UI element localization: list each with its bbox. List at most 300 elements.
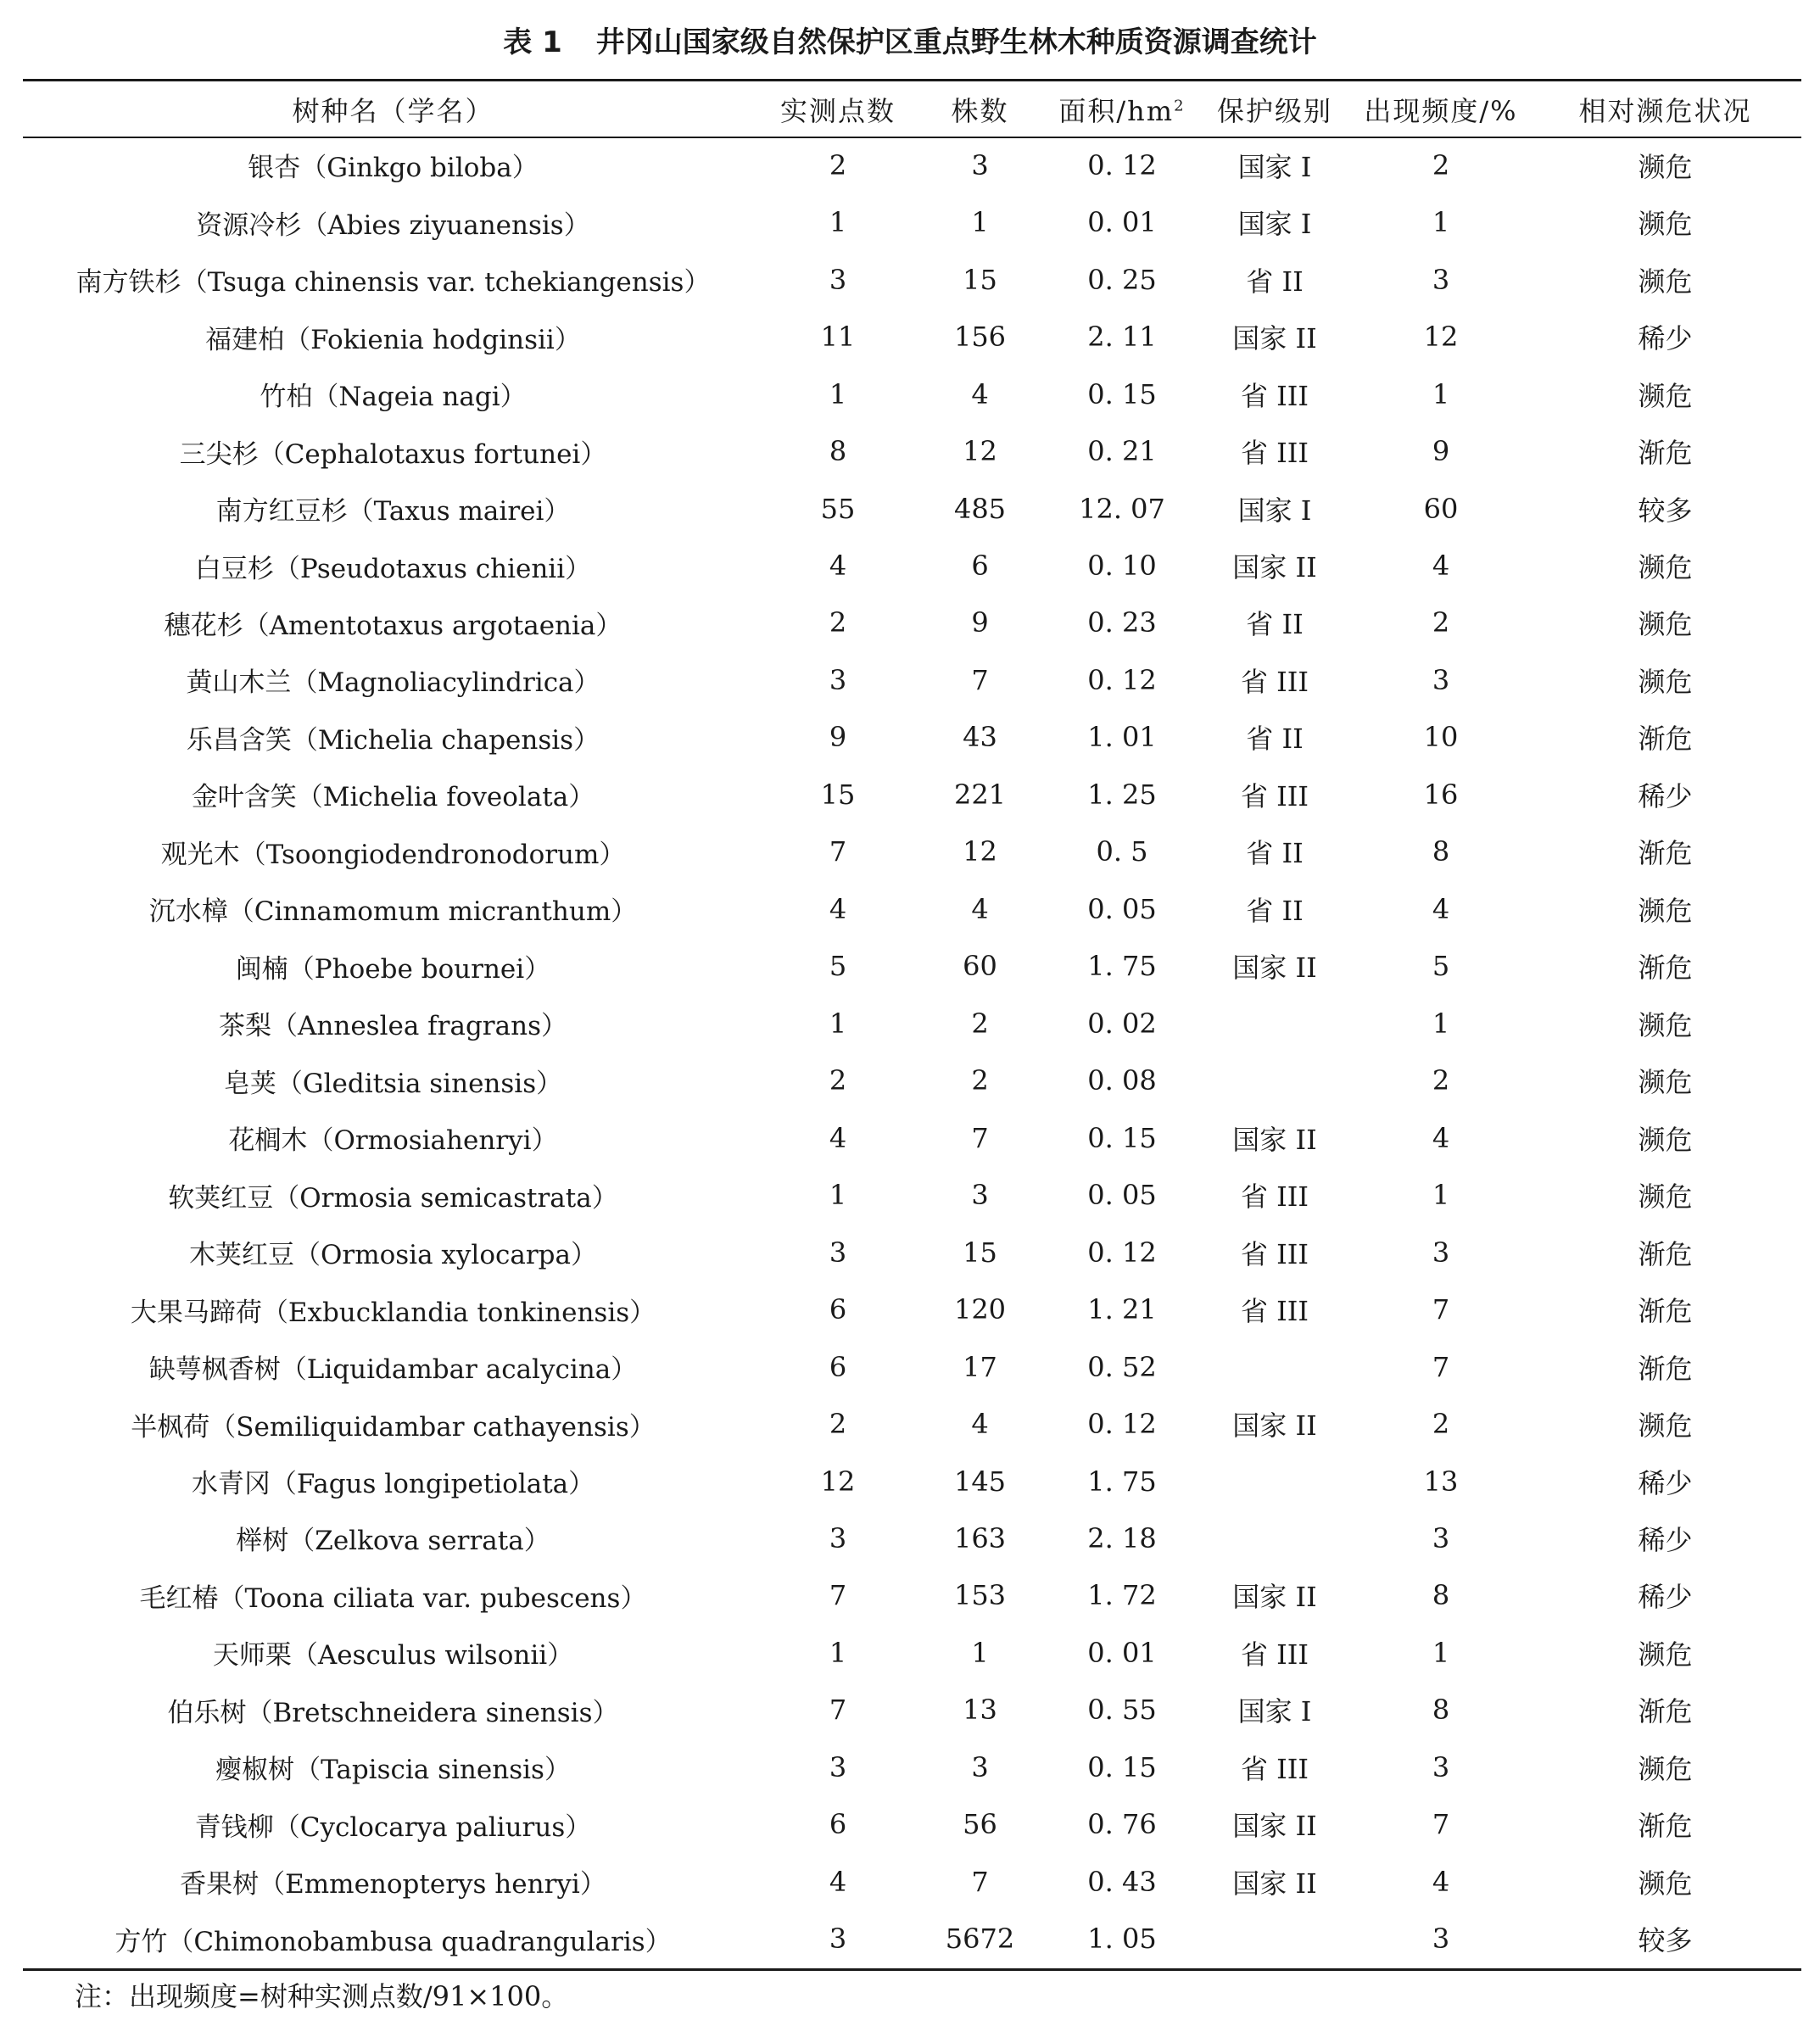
area-cell: 0. 15 bbox=[1087, 1121, 1157, 1154]
species-chinese-name: 木荚红豆 bbox=[188, 1240, 294, 1271]
area-cell: 0. 21 bbox=[1087, 435, 1157, 468]
paren-open: （ bbox=[300, 153, 327, 184]
points-cell: 6 bbox=[829, 1350, 847, 1383]
freq-cell: 4 bbox=[1432, 550, 1450, 583]
species-name-cell bbox=[23, 823, 763, 880]
freq-cell: 3 bbox=[1432, 263, 1450, 296]
area-cell: 2. 18 bbox=[1087, 1521, 1157, 1554]
table-row bbox=[23, 1052, 1801, 1109]
table-body bbox=[23, 137, 1801, 1967]
status-cell: 濒危 bbox=[1638, 551, 1693, 584]
freq-cell: 12 bbox=[1423, 321, 1459, 354]
species-chinese-name: 青钱柳 bbox=[194, 1811, 274, 1843]
points-cell: 2 bbox=[829, 606, 847, 639]
points-cell: 1 bbox=[829, 206, 847, 239]
status-cell: 渐危 bbox=[1638, 437, 1693, 470]
paren-open: （ bbox=[291, 667, 318, 699]
points-cell: 2 bbox=[829, 1064, 847, 1097]
species-scientific-name: Fagus longipetiolata bbox=[296, 1469, 569, 1500]
status-cell: 渐危 bbox=[1638, 1352, 1693, 1385]
paren-open: （ bbox=[271, 1011, 299, 1042]
plants-cell: 7 bbox=[971, 1121, 989, 1154]
freq-cell: 7 bbox=[1432, 1293, 1450, 1326]
plants-cell: 120 bbox=[953, 1293, 1007, 1326]
area-cell: 0. 10 bbox=[1087, 550, 1157, 583]
paren-close: ） bbox=[540, 1011, 567, 1042]
species-name-cell bbox=[23, 1395, 763, 1452]
plants-cell: 60 bbox=[963, 950, 997, 983]
area-cell: 0. 12 bbox=[1087, 663, 1157, 696]
status-cell: 渐危 bbox=[1638, 1237, 1693, 1270]
plants-cell: 4 bbox=[971, 892, 989, 925]
paren-open: （ bbox=[218, 1582, 245, 1614]
paren-open: （ bbox=[296, 782, 323, 813]
table-row bbox=[23, 137, 1801, 193]
status-cell: 稀少 bbox=[1638, 779, 1693, 812]
status-cell: 较多 bbox=[1638, 1924, 1693, 1957]
species-chinese-name: 瘿椒树 bbox=[215, 1755, 295, 1786]
paren-open: （ bbox=[181, 267, 208, 299]
paren-open: （ bbox=[294, 1755, 321, 1786]
points-cell: 7 bbox=[829, 1579, 847, 1612]
paren-close: ） bbox=[571, 1240, 597, 1271]
paren-close: ） bbox=[629, 1297, 656, 1328]
species-chinese-name: 伯乐树 bbox=[167, 1697, 247, 1728]
freq-cell: 2 bbox=[1432, 148, 1450, 181]
table-row bbox=[23, 880, 1801, 937]
species-name-cell bbox=[23, 1052, 763, 1109]
points-cell: 55 bbox=[820, 492, 856, 525]
species-chinese-name: 毛红椿 bbox=[139, 1582, 219, 1614]
level-cell: 省 II bbox=[1246, 723, 1304, 756]
freq-cell: 1 bbox=[1432, 1179, 1450, 1212]
points-cell: 6 bbox=[829, 1808, 847, 1841]
plants-cell: 17 bbox=[963, 1350, 997, 1383]
table-row bbox=[23, 1109, 1801, 1166]
freq-cell: 8 bbox=[1432, 835, 1450, 868]
species-name-cell bbox=[23, 251, 763, 308]
level-cell: 省 III bbox=[1240, 665, 1309, 698]
freq-cell: 7 bbox=[1432, 1350, 1450, 1383]
level-cell: 国家 I bbox=[1237, 1695, 1312, 1728]
freq-cell: 3 bbox=[1432, 663, 1450, 696]
species-chinese-name: 竹柏 bbox=[260, 382, 313, 413]
points-cell: 7 bbox=[829, 1694, 847, 1727]
species-scientific-name: Gleditsia sinensis bbox=[302, 1068, 537, 1099]
level-cell: 国家 II bbox=[1232, 322, 1317, 355]
freq-cell: 3 bbox=[1432, 1750, 1450, 1783]
plants-cell: 15 bbox=[963, 1236, 997, 1269]
species-name-cell bbox=[23, 1739, 763, 1795]
status-cell: 濒危 bbox=[1638, 894, 1693, 927]
level-cell: 国家 II bbox=[1232, 1581, 1317, 1614]
area-cell: 12. 07 bbox=[1079, 492, 1165, 525]
paren-open: （ bbox=[243, 610, 270, 641]
bottom-rule bbox=[23, 1968, 1801, 1971]
freq-cell: 1 bbox=[1432, 377, 1450, 410]
level-cell: 省 III bbox=[1240, 379, 1309, 412]
species-chinese-name: 半枫荷 bbox=[131, 1411, 210, 1443]
status-cell: 濒危 bbox=[1638, 1867, 1693, 1900]
table-row bbox=[23, 1739, 1801, 1795]
species-scientific-name: Ormosia semicastrata bbox=[299, 1182, 592, 1214]
species-chinese-name: 白豆杉 bbox=[194, 553, 274, 584]
paren-close: ） bbox=[684, 267, 711, 299]
table-row bbox=[23, 193, 1801, 250]
points-cell: 3 bbox=[829, 1236, 847, 1269]
species-scientific-name: Phoebe bournei bbox=[314, 953, 525, 985]
species-scientific-name: Michelia foveolata bbox=[322, 782, 569, 813]
area-cell: 2. 11 bbox=[1087, 321, 1157, 354]
status-cell: 濒危 bbox=[1638, 1752, 1693, 1785]
paren-close: ） bbox=[563, 209, 590, 241]
area-cell: 0. 15 bbox=[1087, 377, 1157, 410]
species-chinese-name: 茶梨 bbox=[219, 1011, 272, 1042]
plants-cell: 5672 bbox=[945, 1923, 1015, 1956]
level-cell: 省 II bbox=[1246, 894, 1304, 927]
species-chinese-name: 黄山木兰 bbox=[186, 667, 292, 699]
points-cell: 1 bbox=[829, 377, 847, 410]
level-cell: 国家 II bbox=[1232, 1867, 1317, 1900]
status-cell: 濒危 bbox=[1638, 665, 1693, 698]
species-scientific-name: Ormosia xylocarpa bbox=[320, 1240, 571, 1271]
plants-cell: 153 bbox=[953, 1579, 1007, 1612]
level-cell bbox=[1197, 1338, 1353, 1395]
table-row bbox=[23, 594, 1801, 651]
plants-cell: 145 bbox=[953, 1465, 1007, 1498]
points-cell: 15 bbox=[820, 778, 856, 811]
plants-cell: 7 bbox=[971, 1865, 989, 1898]
table-row bbox=[23, 823, 1801, 880]
points-cell: 4 bbox=[829, 550, 847, 583]
paren-open: （ bbox=[258, 438, 285, 470]
species-name-cell bbox=[23, 1796, 763, 1853]
points-cell: 6 bbox=[829, 1293, 847, 1326]
paren-close: ） bbox=[511, 153, 539, 184]
status-cell: 濒危 bbox=[1638, 1008, 1693, 1041]
species-scientific-name: Pseudotaxus chienii bbox=[299, 553, 566, 584]
table-row bbox=[23, 1281, 1801, 1337]
level-cell: 省 III bbox=[1240, 779, 1309, 812]
table-row bbox=[23, 1853, 1801, 1910]
freq-cell: 10 bbox=[1423, 721, 1459, 754]
points-cell: 4 bbox=[829, 892, 847, 925]
freq-cell: 2 bbox=[1432, 606, 1450, 639]
paren-open: （ bbox=[291, 724, 318, 756]
points-cell: 1 bbox=[829, 1007, 847, 1040]
species-scientific-name: Anneslea fragrans bbox=[298, 1011, 541, 1042]
species-scientific-name: Ginkgo biloba bbox=[327, 153, 512, 184]
area-cell: 0. 23 bbox=[1087, 606, 1157, 639]
status-cell: 濒危 bbox=[1638, 1180, 1693, 1214]
plants-cell: 12 bbox=[963, 435, 997, 468]
freq-cell: 4 bbox=[1432, 892, 1450, 925]
area-cell: 0. 02 bbox=[1087, 1007, 1157, 1040]
points-cell: 2 bbox=[829, 148, 847, 181]
species-name-cell bbox=[23, 137, 763, 193]
area-cell: 0. 05 bbox=[1087, 892, 1157, 925]
species-chinese-name: 软荚红豆 bbox=[168, 1182, 274, 1214]
plants-cell: 163 bbox=[953, 1521, 1007, 1554]
species-name-cell bbox=[23, 709, 763, 766]
header-status: 相对濒危状况 bbox=[1578, 94, 1752, 127]
species-name-cell bbox=[23, 422, 763, 479]
freq-cell: 16 bbox=[1423, 778, 1459, 811]
species-scientific-name: Exbucklandia tonkinensis bbox=[288, 1297, 630, 1328]
paren-close: ） bbox=[599, 839, 626, 870]
species-name-cell bbox=[23, 995, 763, 1052]
freq-cell: 2 bbox=[1432, 1064, 1450, 1097]
level-cell: 省 III bbox=[1240, 1180, 1309, 1214]
freq-cell: 13 bbox=[1423, 1465, 1459, 1498]
species-scientific-name: Cinnamomum micranthum bbox=[254, 896, 611, 928]
paren-close: ） bbox=[554, 324, 581, 355]
points-cell: 11 bbox=[820, 321, 856, 354]
species-chinese-name: 资源冷杉 bbox=[196, 209, 302, 241]
species-scientific-name: Tapiscia sinensis bbox=[321, 1755, 544, 1786]
paren-open: （ bbox=[301, 209, 328, 241]
points-cell: 4 bbox=[829, 1121, 847, 1154]
species-chinese-name: 南方红豆杉 bbox=[215, 496, 348, 527]
level-cell bbox=[1197, 1510, 1353, 1566]
freq-cell: 1 bbox=[1432, 206, 1450, 239]
species-name-cell bbox=[23, 1567, 763, 1624]
species-chinese-name: 闽楠 bbox=[235, 953, 288, 985]
plants-cell: 2 bbox=[971, 1007, 989, 1040]
area-cell: 1. 01 bbox=[1087, 721, 1157, 754]
species-chinese-name: 乐昌含笑 bbox=[186, 724, 292, 756]
level-cell bbox=[1197, 1453, 1353, 1510]
paren-close: ） bbox=[523, 1526, 550, 1557]
freq-cell: 7 bbox=[1432, 1808, 1450, 1841]
paren-open: （ bbox=[259, 1869, 286, 1900]
plants-cell: 15 bbox=[963, 263, 997, 296]
paren-close: ） bbox=[531, 1125, 558, 1157]
species-chinese-name: 缺萼枫香树 bbox=[148, 1354, 281, 1386]
status-cell: 濒危 bbox=[1638, 1638, 1693, 1671]
area-cell: 0. 01 bbox=[1087, 206, 1157, 239]
header-freq: 出现频度/% bbox=[1364, 94, 1518, 127]
header-area-exponent: 2 bbox=[1174, 96, 1186, 114]
freq-cell: 1 bbox=[1432, 1636, 1450, 1669]
species-scientific-name: Semiliquidambar cathayensis bbox=[236, 1411, 629, 1443]
area-cell: 0. 15 bbox=[1087, 1750, 1157, 1783]
points-cell: 3 bbox=[829, 263, 847, 296]
status-cell: 稀少 bbox=[1638, 1466, 1693, 1499]
status-cell: 渐危 bbox=[1638, 1810, 1693, 1843]
level-cell: 省 III bbox=[1240, 1638, 1309, 1671]
table-number: 表 1 bbox=[503, 25, 562, 59]
species-scientific-name: Ormosiahenryi bbox=[333, 1125, 532, 1157]
species-chinese-name: 花榈木 bbox=[228, 1125, 308, 1157]
level-cell: 国家 II bbox=[1232, 1810, 1317, 1843]
level-cell: 国家 II bbox=[1232, 1123, 1317, 1156]
plants-cell: 3 bbox=[971, 148, 989, 181]
species-name-cell bbox=[23, 193, 763, 250]
species-scientific-name: Cephalotaxus fortunei bbox=[284, 438, 581, 470]
table-row bbox=[23, 1338, 1801, 1395]
points-cell: 9 bbox=[829, 721, 847, 754]
level-cell: 国家 II bbox=[1232, 952, 1317, 985]
species-name-cell bbox=[23, 1911, 763, 1967]
area-cell: 1. 05 bbox=[1087, 1923, 1157, 1956]
area-cell: 0. 01 bbox=[1087, 1636, 1157, 1669]
species-chinese-name: 水青冈 bbox=[191, 1469, 271, 1500]
status-cell: 濒危 bbox=[1638, 208, 1693, 241]
paren-close: ） bbox=[524, 953, 551, 985]
paren-close: ） bbox=[547, 1640, 574, 1672]
species-chinese-name: 沉水樟 bbox=[148, 896, 228, 928]
species-table bbox=[23, 81, 1801, 1967]
paren-open: （ bbox=[273, 553, 300, 584]
paren-close: ） bbox=[568, 1469, 595, 1500]
level-cell: 省 III bbox=[1240, 1295, 1309, 1328]
paren-close: ） bbox=[573, 724, 600, 756]
header-plants: 株数 bbox=[951, 94, 1009, 127]
paren-open: （ bbox=[227, 896, 254, 928]
species-name-cell bbox=[23, 1224, 763, 1281]
level-cell: 省 II bbox=[1246, 608, 1304, 641]
table-note: 注：出现频度=树种实测点数/91×100。 bbox=[75, 1980, 569, 2012]
status-cell: 较多 bbox=[1638, 494, 1693, 527]
freq-cell: 9 bbox=[1432, 435, 1450, 468]
table-row bbox=[23, 1624, 1801, 1681]
level-cell: 国家 I bbox=[1237, 494, 1312, 527]
species-name-cell bbox=[23, 594, 763, 651]
species-chinese-name: 穗花杉 bbox=[164, 610, 243, 641]
level-cell: 省 III bbox=[1240, 1752, 1309, 1785]
plants-cell: 13 bbox=[963, 1694, 997, 1727]
paren-close: ） bbox=[579, 1869, 606, 1900]
species-name-cell bbox=[23, 480, 763, 537]
paren-open: （ bbox=[288, 953, 315, 985]
table-row bbox=[23, 308, 1801, 365]
freq-cell: 3 bbox=[1432, 1521, 1450, 1554]
header-points: 实测点数 bbox=[779, 94, 896, 127]
species-name-cell bbox=[23, 1109, 763, 1166]
table-row bbox=[23, 1395, 1801, 1452]
freq-cell: 60 bbox=[1423, 492, 1459, 525]
points-cell: 3 bbox=[829, 1923, 847, 1956]
status-cell: 稀少 bbox=[1638, 1581, 1693, 1614]
species-name-cell bbox=[23, 366, 763, 422]
paren-close: ） bbox=[620, 1582, 647, 1614]
header-row bbox=[23, 81, 1801, 137]
paren-close: ） bbox=[565, 553, 592, 584]
status-cell: 渐危 bbox=[1638, 837, 1693, 870]
species-chinese-name: 三尖杉 bbox=[179, 438, 259, 470]
area-cell: 0. 25 bbox=[1087, 263, 1157, 296]
species-name-cell bbox=[23, 1166, 763, 1223]
table-row bbox=[23, 709, 1801, 766]
level-cell: 省 III bbox=[1240, 437, 1309, 470]
paren-close: ） bbox=[611, 1354, 638, 1386]
table-row bbox=[23, 766, 1801, 823]
paren-close: ） bbox=[568, 782, 595, 813]
points-cell: 3 bbox=[829, 663, 847, 696]
points-cell: 7 bbox=[829, 835, 847, 868]
status-cell: 渐危 bbox=[1638, 1295, 1693, 1328]
area-cell: 1. 72 bbox=[1087, 1579, 1157, 1612]
paren-open: （ bbox=[276, 1068, 303, 1099]
status-cell: 渐危 bbox=[1638, 952, 1693, 985]
level-cell: 国家 II bbox=[1232, 551, 1317, 584]
species-scientific-name: Toona ciliata var. pubescens bbox=[244, 1582, 621, 1614]
table-caption: 井冈山国家级自然保护区重点野生林木种质资源调查统计 bbox=[595, 25, 1317, 59]
area-cell: 0. 05 bbox=[1087, 1179, 1157, 1212]
paren-close: ） bbox=[500, 382, 527, 413]
level-cell bbox=[1197, 1911, 1353, 1967]
paren-open: （ bbox=[284, 324, 311, 355]
level-cell: 省 III bbox=[1240, 1237, 1309, 1270]
paren-open: （ bbox=[167, 1926, 194, 1957]
paren-close: ） bbox=[544, 1755, 571, 1786]
species-name-cell bbox=[23, 766, 763, 823]
table-row bbox=[23, 1453, 1801, 1510]
status-cell: 稀少 bbox=[1638, 322, 1693, 355]
area-cell: 1. 25 bbox=[1087, 778, 1157, 811]
plants-cell: 4 bbox=[971, 1408, 989, 1441]
table-row bbox=[23, 366, 1801, 422]
species-chinese-name: 天师栗 bbox=[212, 1640, 292, 1672]
plants-cell: 485 bbox=[953, 492, 1007, 525]
level-cell: 省 II bbox=[1246, 265, 1304, 298]
area-cell: 1. 75 bbox=[1087, 950, 1157, 983]
points-cell: 8 bbox=[829, 435, 847, 468]
species-name-cell bbox=[23, 1338, 763, 1395]
freq-cell: 5 bbox=[1432, 950, 1450, 983]
paren-open: （ bbox=[239, 839, 266, 870]
species-chinese-name: 香果树 bbox=[180, 1869, 260, 1900]
paren-close: ） bbox=[565, 1811, 592, 1843]
header-area-label: 面积/hm bbox=[1058, 94, 1175, 127]
header-level: 保护级别 bbox=[1216, 94, 1332, 127]
table-row bbox=[23, 1224, 1801, 1281]
paren-open: （ bbox=[288, 1526, 315, 1557]
species-scientific-name: Nageia nagi bbox=[338, 382, 500, 413]
species-name-cell bbox=[23, 1682, 763, 1739]
species-chinese-name: 金叶含笑 bbox=[191, 782, 297, 813]
species-scientific-name: Zelkova serrata bbox=[315, 1526, 524, 1557]
species-scientific-name: Chimonobambusa quadrangularis bbox=[193, 1926, 645, 1957]
area-cell: 0. 55 bbox=[1087, 1694, 1157, 1727]
area-cell: 0. 76 bbox=[1087, 1808, 1157, 1841]
table-row bbox=[23, 1166, 1801, 1223]
table-row bbox=[23, 1796, 1801, 1853]
table-row bbox=[23, 651, 1801, 708]
paren-close: ） bbox=[595, 610, 622, 641]
status-cell: 稀少 bbox=[1638, 1523, 1693, 1556]
status-cell: 濒危 bbox=[1638, 608, 1693, 641]
paren-close: ） bbox=[592, 1697, 619, 1728]
points-cell: 3 bbox=[829, 1521, 847, 1554]
table-row bbox=[23, 1911, 1801, 1967]
paren-open: （ bbox=[273, 1182, 300, 1214]
species-chinese-name: 南方铁杉 bbox=[75, 267, 181, 299]
area-cell: 0. 12 bbox=[1087, 148, 1157, 181]
header-area bbox=[1047, 81, 1197, 137]
species-name-cell bbox=[23, 1853, 763, 1910]
species-name-cell bbox=[23, 938, 763, 995]
status-cell: 濒危 bbox=[1638, 150, 1693, 183]
area-cell: 0. 08 bbox=[1087, 1064, 1157, 1097]
paren-close: ） bbox=[628, 1411, 656, 1443]
paren-close: ） bbox=[573, 667, 600, 699]
points-cell: 3 bbox=[829, 1750, 847, 1783]
area-cell: 0. 12 bbox=[1087, 1236, 1157, 1269]
paren-close: ） bbox=[591, 1182, 618, 1214]
species-name-cell bbox=[23, 1510, 763, 1566]
